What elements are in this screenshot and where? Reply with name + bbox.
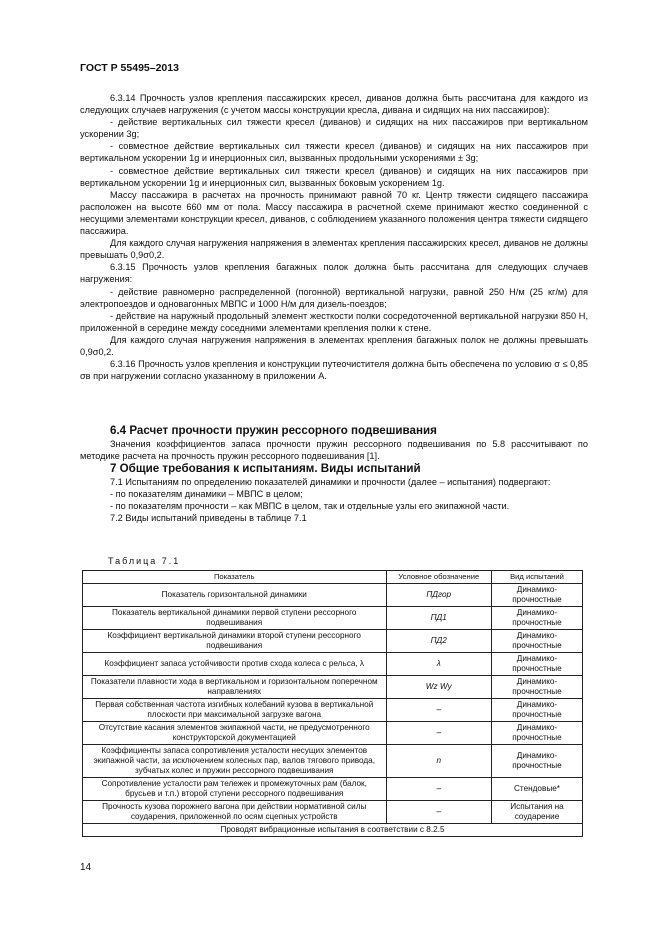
table-row xyxy=(83,676,583,699)
list-item: - действие вертикальных сил тяжести кресел (диванов) и сидящих на них пассажиров при вертикальном ускорении 3g; xyxy=(80,117,588,140)
table-cell: Динамико-прочностные xyxy=(491,584,582,607)
table-cell: Коэффициент запаса устойчивости против схода колеса с рельса, λ xyxy=(83,653,387,676)
list-item: - совместное действие вертикальных сил тяжести кресел (диванов) и сидящих на них пассажиров при вертикальном ускорении 1g и инерционных сил, вызванных продольными ускорениями ± 3g; xyxy=(80,141,588,164)
clause-6-3-16: 6.3.16 Прочность узлов крепления и конструкции путеочистителя должна быть обеспечена по условию σ ≤ 0,85 σв при нагружении согласно указанному в приложении А. xyxy=(80,359,588,382)
section-7-heading: 7 Общие требования к испытаниям. Виды испытаний xyxy=(110,462,421,476)
luggage-stress-paragraph: Для каждого случая нагружения напряжения в элементах крепления багажных полок не должны превышать 0,9σ0,2. xyxy=(80,334,588,357)
column-header: Показатель xyxy=(83,571,387,584)
passenger-mass-paragraph: Массу пассажира в расчетах на прочность принимают равной 70 кг. Центр тяжести сидящего пассажира расположен на высоте 660 мм от пола. Массу пассажира в расчетной схеме принимают жестко соединенной с несущими элементами конструкции кресел, диванов, с соблюдением указанного положения центра тяжести сидящего пассажира. xyxy=(80,189,588,237)
table-row xyxy=(83,699,583,722)
list-item: - по показателям прочности – как МВПС в целом, так и отдельные узлы его экипажной части. xyxy=(110,501,510,512)
table-row xyxy=(83,801,583,824)
table-cell: – xyxy=(386,699,491,722)
table-cell: ПДгор xyxy=(386,584,491,607)
section-6-4-text: Значения коэффициентов запаса прочности пружин рессорного подвешивания по 5.8 рассчитывают по методике расчета на прочность пружин рессорного подвешивания [1]. xyxy=(80,439,588,462)
table-cell: Динамико-прочностные xyxy=(491,699,582,722)
table-row xyxy=(83,630,583,653)
clause-6-3-14: 6.3.14 Прочность узлов крепления пассажирских кресел, диванов должна быть рассчитана для каждого из следующих случаев нагружения (с учетом массы конструкции кресла, дивана и сидящих на них пассажиров): xyxy=(80,93,588,116)
table-row xyxy=(83,745,583,778)
table-cell: – xyxy=(386,801,491,824)
table-cell: ПД1 xyxy=(386,607,491,630)
column-header: Вид испытаний xyxy=(491,571,582,584)
table-cell: Коэффициенты запаса сопротивления усталости несущих элементов экипажной части, за исключением колесных пар, валов тягового привода, зубчатых колес и пружин рессорного подвешивания xyxy=(83,745,387,778)
list-item: - по показателям динамики – МВПС в целом; xyxy=(110,489,303,500)
clause-6-3-15: 6.3.15 Прочность узлов крепления багажных полок должна быть рассчитана для следующих случаев нагружения: xyxy=(80,262,588,285)
clause-7-2: 7.2 Виды испытаний приведены в таблице 7.1 xyxy=(110,513,307,524)
table-cell: Сопротивление усталости рам тележек и промежуточных рам (балок, брусьев и т.п.) второй ступени рессорного подвешивания xyxy=(83,778,387,801)
table-footnote: Проводят вибрационные испытания в соответствии с 8.2.5 xyxy=(83,824,583,837)
clause-7-1: 7.1 Испытаниям по определению показателей динамики и прочности (далее – испытания) подвергают: xyxy=(110,477,551,488)
table-caption: Таблица 7.1 xyxy=(108,556,181,566)
table-cell: Динамико-прочностные xyxy=(491,676,582,699)
table-header-row xyxy=(83,571,583,584)
table-row xyxy=(83,722,583,745)
table-cell: Показатель вертикальной динамики первой ступени рессорного подвешивания xyxy=(83,607,387,630)
table-cell: n xyxy=(386,745,491,778)
table-row xyxy=(83,607,583,630)
table-cell: – xyxy=(386,778,491,801)
clauses-6-3 xyxy=(80,92,588,382)
table-cell: Испытания на соударение xyxy=(491,801,582,824)
table-cell: Отсутствие касания элементов экипажной части, не предусмотренного конструкторской документацией xyxy=(83,722,387,745)
table-cell: Динамико-прочностные xyxy=(491,630,582,653)
table-cell: Динамико-прочностные xyxy=(491,722,582,745)
table-cell: Показатель горизонтальной динамики xyxy=(83,584,387,607)
table-cell: Коэффициент вертикальной динамики второй ступени рессорного подвешивания xyxy=(83,630,387,653)
table-cell: Wz Wy xyxy=(386,676,491,699)
table-cell: – xyxy=(386,722,491,745)
table-cell: ПД2 xyxy=(386,630,491,653)
table-row xyxy=(83,778,583,801)
table-row xyxy=(83,653,583,676)
stress-limit-paragraph: Для каждого случая нагружения напряжения в элементах крепления пассажирских кресел, диванов не должны превышать 0,9σ0,2. xyxy=(80,238,588,261)
table-cell: Стендовые* xyxy=(491,778,582,801)
section-6-4-heading: 6.4 Расчет прочности пружин рессорного подвешивания xyxy=(110,424,437,437)
table-cell: Прочность кузова порожнего вагона при действии нормативной силы соударения, приложенной по осям сцепных устройств xyxy=(83,801,387,824)
page-number: 14 xyxy=(80,862,92,873)
table-cell: Динамико-прочностные xyxy=(491,607,582,630)
table-footnote-row xyxy=(83,824,583,837)
column-header: Условное обозначение xyxy=(386,571,491,584)
table-cell: Динамико-прочностные xyxy=(491,653,582,676)
table-cell: λ xyxy=(386,653,491,676)
document-header: ГОСТ Р 55495–2013 xyxy=(80,62,179,74)
table-cell: Первая собственная частота изгибных колебаний кузова в вертикальной плоскости при максимальной загрузке вагона xyxy=(83,699,387,722)
list-item: - действие на наружный продольный элемент жесткости полки сосредоточенной вертикальной нагрузки 850 Н, приложенной в середине между соседними элементами крепления полки к стене. xyxy=(80,310,588,333)
table-cell: Показатели плавности хода в вертикальном и горизонтальном поперечном направлениях xyxy=(83,676,387,699)
table-7-1 xyxy=(82,570,583,837)
list-item: - совместное действие вертикальных сил тяжести кресел (диванов) и сидящих на них пассажиров при вертикальном ускорении 1g и инерционных сил, вызванных боковым ускорением 1g. xyxy=(80,165,588,188)
table-cell: Динамико-прочностные xyxy=(491,745,582,778)
list-item: - действие равномерно распределенной (погонной) вертикальной нагрузки, равной 250 Н/м (25 кг/м) для электропоездов и одновагонных МВПС и 1000 Н/м для дизель-поездов; xyxy=(80,286,588,309)
section-6-4 xyxy=(80,424,588,525)
table-row xyxy=(83,584,583,607)
